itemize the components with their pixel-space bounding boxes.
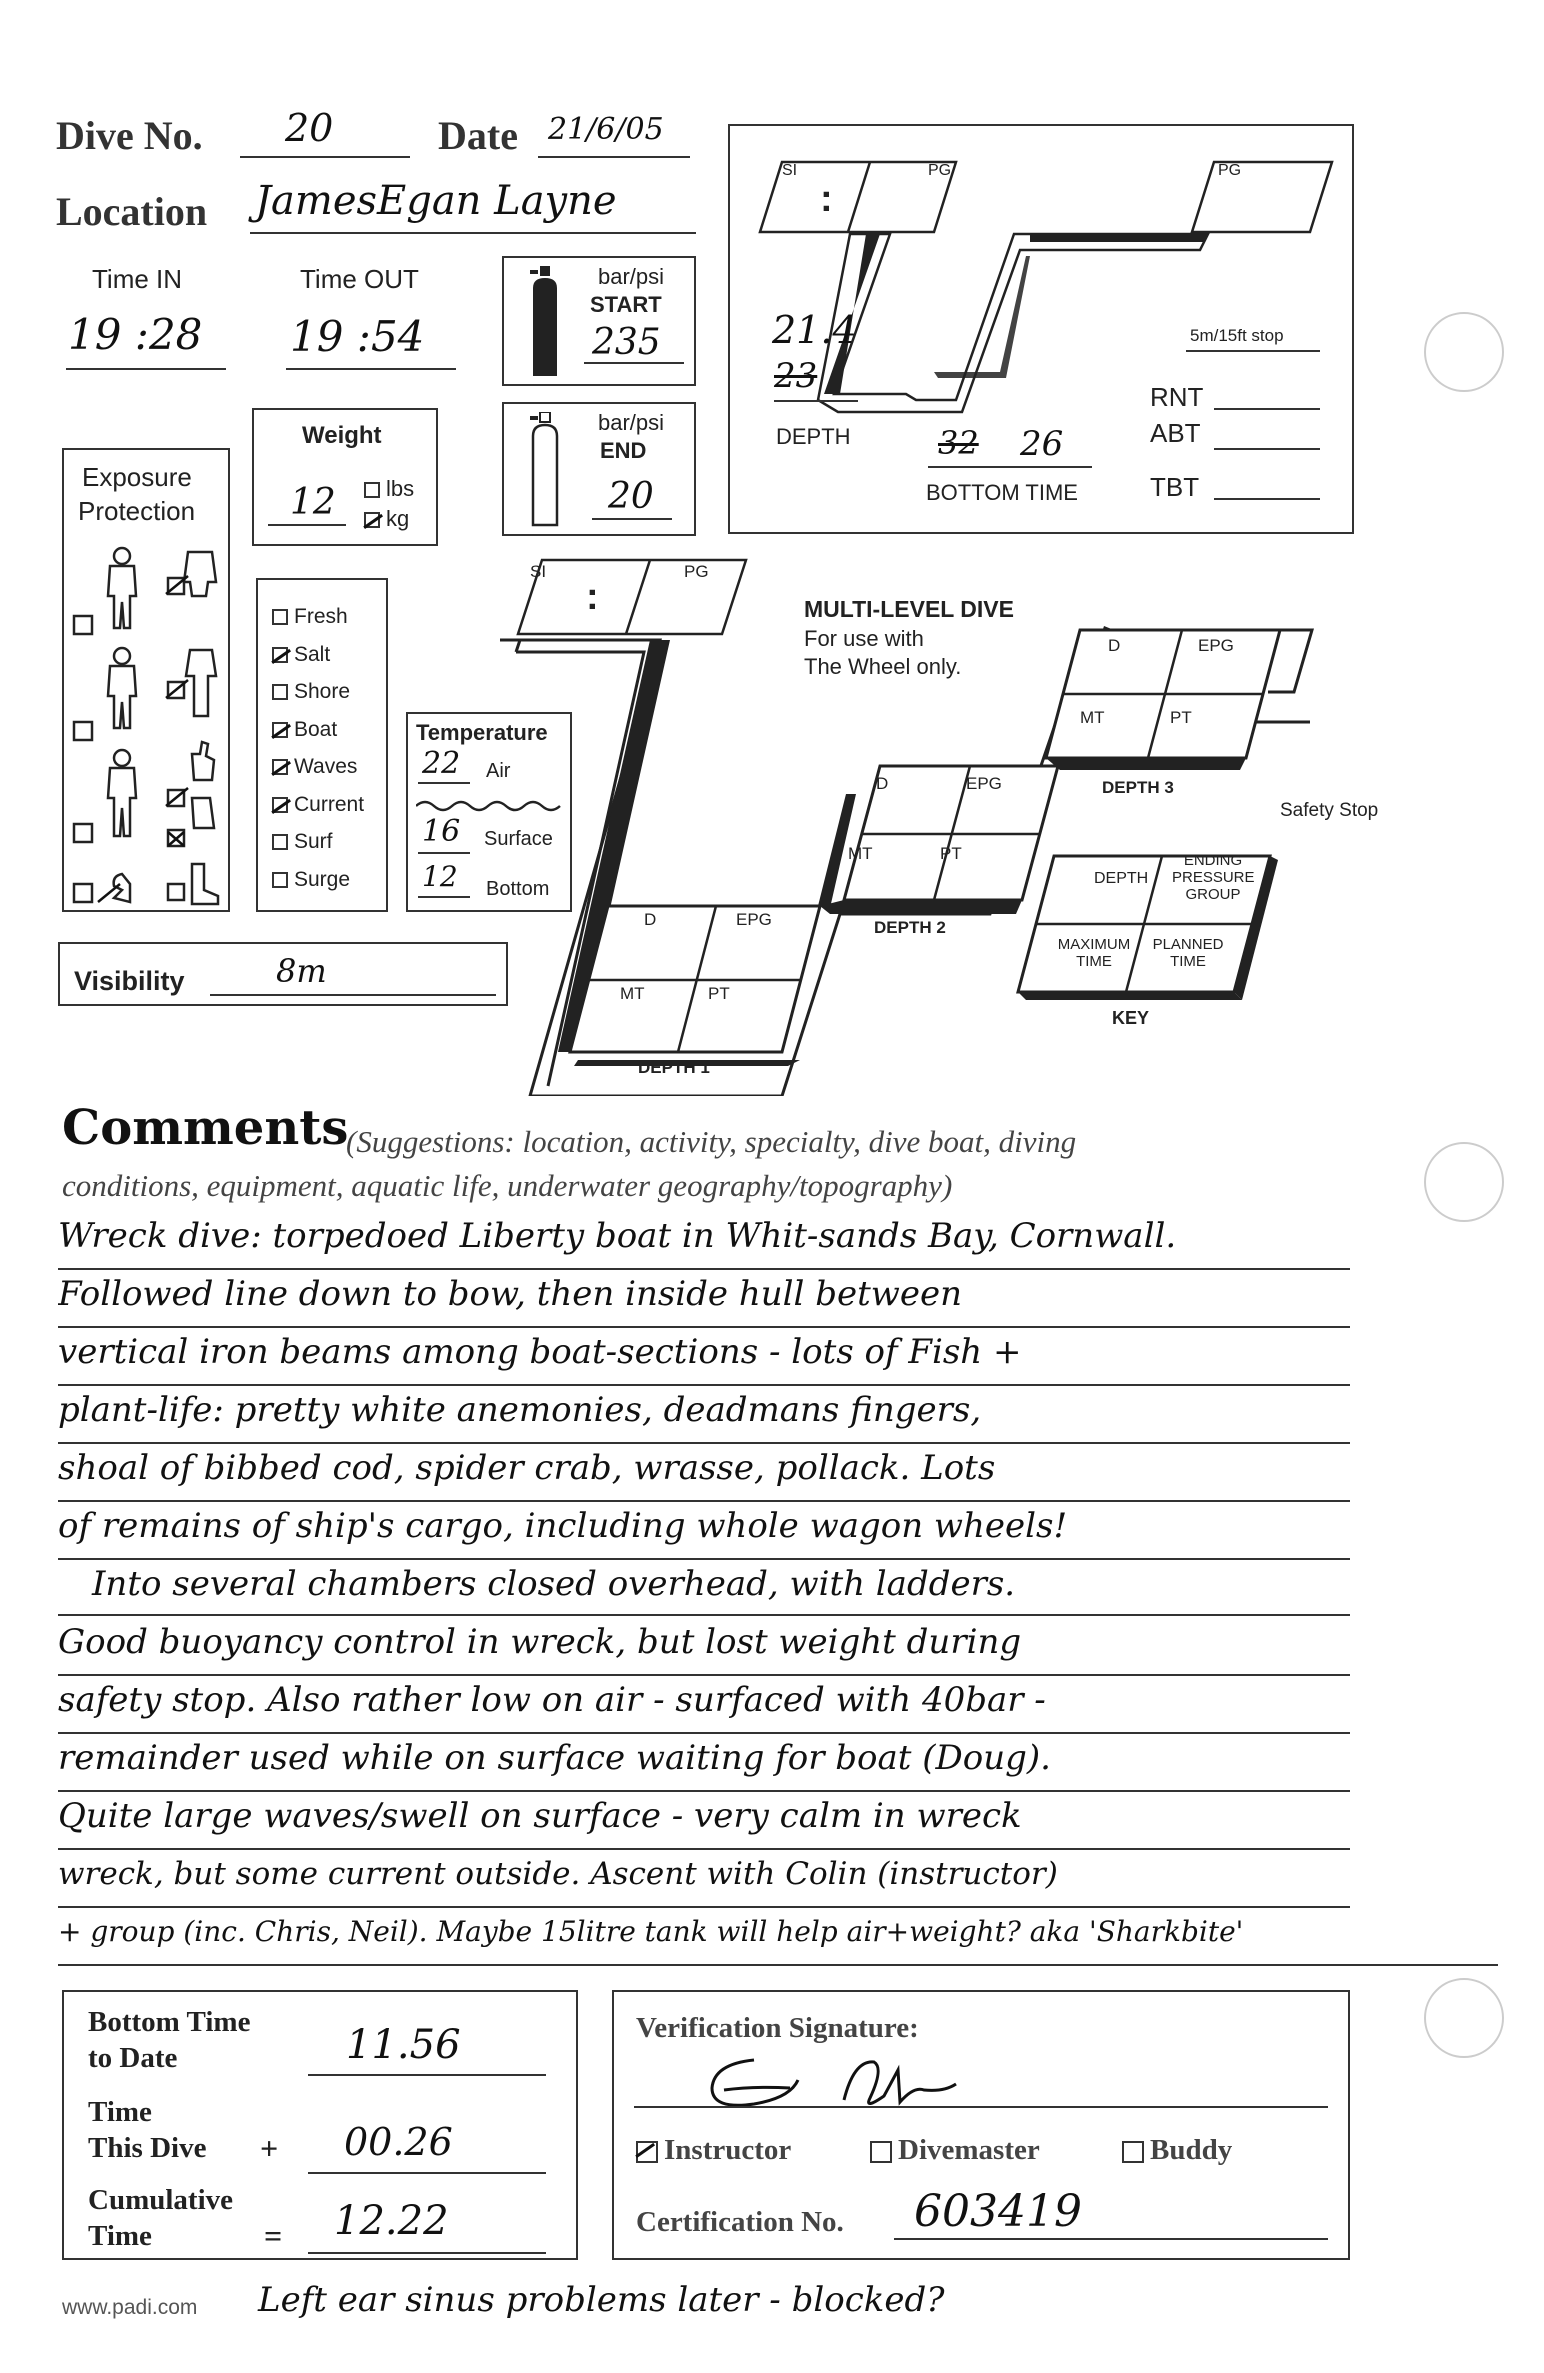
- ml-d2-mt: MT: [848, 844, 873, 863]
- comments-suggestions-1: (Suggestions: location, activity, specialty, dive boat, diving: [346, 1124, 1077, 1159]
- weight-lbs-label: lbs: [386, 476, 415, 501]
- visibility-box: [58, 942, 508, 1006]
- ttd-plus: +: [260, 2130, 279, 2166]
- tank-full-icon: [528, 266, 562, 378]
- profile-si-label: SI: [782, 162, 798, 179]
- condition-surf-checkbox[interactable]: [272, 834, 288, 850]
- visibility-label: Visibility: [74, 966, 185, 996]
- dive-no-value: 20: [285, 106, 334, 150]
- binder-hole-1: [1424, 312, 1504, 392]
- role-instructor[interactable]: [636, 2134, 791, 2167]
- condition-shore[interactable]: [272, 673, 364, 711]
- ml-title: MULTI-LEVEL DIVE: [804, 596, 1014, 622]
- condition-fresh-checkbox[interactable]: [272, 609, 288, 625]
- profile-rnt-line: [1214, 382, 1320, 410]
- footer-website: www.padi.com: [62, 2296, 198, 2319]
- ml-key-label: KEY: [1112, 1008, 1150, 1028]
- condition-salt-checkbox[interactable]: [272, 647, 288, 663]
- dive-profile-box: [728, 124, 1354, 534]
- condition-waves-checkbox[interactable]: [272, 759, 288, 775]
- time-out-label: Time OUT: [300, 264, 419, 294]
- exposure-box: [62, 448, 230, 912]
- ml-d3-epg: EPG: [1198, 636, 1234, 655]
- location-value: JamesEgan Layne: [255, 178, 617, 224]
- ml-d1-epg: EPG: [736, 910, 772, 929]
- profile-depth-value: 21.4: [772, 308, 857, 352]
- tank-end-value: 20: [608, 476, 654, 517]
- condition-surge[interactable]: [272, 861, 364, 899]
- tank-start-box: [502, 256, 696, 386]
- ml-key-depth: DEPTH: [1094, 870, 1149, 887]
- profile-bt-value: 26: [1020, 424, 1064, 464]
- exposure-title-2: Protection: [78, 496, 196, 526]
- totals-box: [62, 1990, 578, 2260]
- temperature-title: Temperature: [416, 720, 548, 745]
- temp-air-value: 22: [422, 746, 461, 781]
- profile-tbt-label: TBT: [1150, 472, 1200, 502]
- condition-current-checkbox[interactable]: [272, 797, 288, 813]
- bttd-label-2: to Date: [88, 2042, 178, 2074]
- weight-kg-checkbox[interactable]: [364, 512, 380, 528]
- temp-surface-label: Surface: [484, 828, 553, 850]
- condition-boat-checkbox[interactable]: [272, 722, 288, 738]
- footer-note: Left ear sinus problems later - blocked?: [258, 2280, 945, 2320]
- condition-fresh[interactable]: [272, 598, 364, 636]
- profile-stop-label: 5m/15ft stop: [1190, 326, 1284, 345]
- visibility-value: 8m: [276, 952, 327, 990]
- ttd-value: 00.26: [344, 2120, 453, 2164]
- ml-depth1-label: DEPTH 1: [638, 1058, 710, 1077]
- profile-abt-line: [1214, 418, 1320, 450]
- location-label: Location: [56, 189, 208, 234]
- bttd-label-1: Bottom Time: [88, 2006, 251, 2038]
- condition-surf-label: Surf: [294, 830, 333, 853]
- divemaster-checkbox[interactable]: [870, 2141, 892, 2163]
- comment-line-6: of remains of ship's cargo, including whole wagon wheels!: [58, 1500, 1350, 1560]
- verification-title: Verification Signature:: [636, 2012, 919, 2044]
- time-in-value: 19 :28: [68, 310, 203, 359]
- ml-d3-pt: PT: [1170, 708, 1192, 727]
- visibility-line: [210, 954, 496, 996]
- ml-d1-mt: MT: [620, 984, 645, 1003]
- ml-safety-stop-label: Safety Stop: [1280, 800, 1379, 821]
- condition-surf[interactable]: [272, 823, 364, 861]
- profile-depth-line: [774, 362, 858, 402]
- temp-bottom-label: Bottom: [486, 878, 550, 900]
- buddy-checkbox[interactable]: [1122, 2141, 1144, 2163]
- weight-box: [252, 408, 438, 546]
- ml-subtitle-2: The Wheel only.: [804, 654, 962, 679]
- profile-bt-label: BOTTOM TIME: [926, 480, 1078, 505]
- ml-si-label: SI: [530, 562, 547, 581]
- profile-bt-line: [928, 426, 1092, 468]
- temp-bottom-value: 12: [422, 860, 458, 893]
- signature-line: [634, 2052, 1328, 2108]
- bttd-value: 11.56: [346, 2022, 461, 2068]
- cum-value: 12.22: [334, 2198, 449, 2244]
- buddy-label: Buddy: [1150, 2134, 1233, 2166]
- role-buddy[interactable]: [1122, 2134, 1232, 2167]
- ml-pg-label: PG: [684, 562, 709, 581]
- profile-tbt-line: [1214, 472, 1320, 500]
- ttd-label-2: This Dive: [88, 2132, 207, 2164]
- time-out-value: 19 :54: [290, 312, 425, 361]
- condition-waves-label: Waves: [294, 755, 358, 778]
- comment-line-12: wreck, but some current outside. Ascent with Colin (instructor): [58, 1848, 1350, 1908]
- profile-depth-struck: 23: [774, 356, 818, 396]
- comment-line-1: Wreck dive: torpedoed Liberty boat in Whit-sands Bay, Cornwall.: [58, 1210, 1350, 1270]
- condition-surge-checkbox[interactable]: [272, 872, 288, 888]
- ml-d3-mt: MT: [1080, 708, 1105, 727]
- weight-lbs-checkbox[interactable]: [364, 482, 380, 498]
- cum-equals: =: [264, 2218, 283, 2254]
- cert-label: Certification No.: [636, 2206, 844, 2238]
- ml-d2-d: D: [876, 774, 889, 793]
- condition-fresh-label: Fresh: [294, 605, 348, 628]
- condition-shore-checkbox[interactable]: [272, 684, 288, 700]
- ml-d1-pt: PT: [708, 984, 730, 1003]
- profile-pg-label: PG: [928, 162, 952, 179]
- tank-start-label: START: [590, 292, 662, 317]
- condition-salt[interactable]: [272, 636, 364, 674]
- conditions-list: [272, 598, 364, 898]
- ml-si-colon: :: [586, 576, 599, 618]
- instructor-checkbox[interactable]: [636, 2141, 658, 2163]
- divemaster-label: Divemaster: [898, 2134, 1040, 2166]
- tank-start-value: 235: [592, 322, 661, 363]
- tank-start-units: bar/psi: [598, 264, 665, 289]
- tank-end-units: bar/psi: [598, 410, 665, 435]
- profile-depth-label: DEPTH: [776, 424, 851, 449]
- binder-hole-3: [1424, 1978, 1504, 2058]
- ml-d2-epg: EPG: [966, 774, 1002, 793]
- condition-salt-label: Salt: [294, 642, 331, 666]
- comment-line-5: shoal of bibbed cod, spider crab, wrasse, pollack. Lots: [58, 1442, 1350, 1502]
- temp-air-label: Air: [486, 760, 511, 782]
- tank-empty-icon: [528, 412, 562, 528]
- exposure-suits-icon: [70, 546, 226, 906]
- ml-subtitle-1: For use with: [804, 626, 924, 651]
- profile-abt-label: ABT: [1150, 418, 1201, 448]
- condition-current-label: Current: [294, 792, 365, 816]
- profile-bt-struck: 32: [938, 424, 979, 462]
- binder-hole-2: [1424, 1142, 1504, 1222]
- conditions-box: [256, 578, 388, 912]
- weight-kg-option[interactable]: [364, 506, 409, 532]
- date-label: Date: [438, 113, 518, 158]
- condition-current[interactable]: [272, 786, 364, 824]
- condition-shore-label: Shore: [294, 680, 351, 703]
- ttd-label-1: Time: [88, 2096, 152, 2128]
- ml-d3-d: D: [1108, 636, 1121, 655]
- instructor-label: Instructor: [664, 2134, 792, 2166]
- comments-suggestions-2: conditions, equipment, aquatic life, underwater geography/topography): [62, 1168, 953, 1203]
- weight-lbs-option[interactable]: [364, 476, 414, 502]
- role-divemaster[interactable]: [870, 2134, 1040, 2167]
- tank-end-box: [502, 402, 696, 536]
- comment-line-9: safety stop. Also rather low on air - surfaced with 40bar -: [58, 1674, 1350, 1734]
- comments-title: Comments: [62, 1100, 349, 1156]
- cum-label-1: Cumulative: [88, 2184, 233, 2216]
- exposure-title-1: Exposure: [82, 462, 192, 492]
- ml-d1-d: D: [644, 910, 657, 929]
- profile-stop-line: [1186, 324, 1320, 352]
- weight-label: Weight: [302, 422, 382, 449]
- profile-si-colon: :: [820, 178, 833, 220]
- dive-no-label: Dive No.: [56, 113, 203, 158]
- comment-line-10: remainder used while on surface waiting for boat (Doug).: [58, 1732, 1350, 1792]
- condition-surge-label: Surge: [294, 867, 351, 891]
- comment-line-4: plant-life: pretty white anemonies, deadmans fingers,: [58, 1384, 1350, 1444]
- ml-key-pt: PLANNED TIME: [1152, 936, 1224, 970]
- profile-pg2-label: PG: [1218, 162, 1242, 179]
- weight-value: 12: [290, 482, 336, 523]
- ml-key-epg: ENDING PRESSURE GROUP: [1172, 852, 1255, 903]
- comment-line-8: Good buoyancy control in wreck, but lost weight during: [58, 1616, 1350, 1676]
- comment-line-3: vertical iron beams among boat-sections - lots of Fish +: [58, 1326, 1350, 1386]
- comment-line-13: + group (inc. Chris, Neil). Maybe 15litre tank will help air+weight? aka 'Sharkbite': [58, 1906, 1498, 1966]
- temp-surface-value: 16: [422, 814, 461, 849]
- profile-rnt-label: RNT: [1150, 382, 1204, 412]
- verification-box: [612, 1990, 1350, 2260]
- comment-line-2: Followed line down to bow, then inside hull between: [58, 1268, 1350, 1328]
- tank-end-label: END: [600, 438, 647, 463]
- ml-depth3-label: DEPTH 3: [1102, 778, 1174, 797]
- condition-boat-label: Boat: [294, 717, 338, 741]
- comment-line-7: Into several chambers closed overhead, with ladders.: [58, 1558, 1350, 1616]
- cum-label-2: Time: [88, 2220, 152, 2252]
- comment-line-11: Quite large waves/swell on surface - very calm in wreck: [58, 1790, 1350, 1850]
- date-value: 21/6/05: [548, 112, 664, 147]
- ml-key-mt: MAXIMUM TIME: [1057, 936, 1131, 970]
- ml-depth2-label: DEPTH 2: [874, 918, 946, 937]
- condition-boat[interactable]: [272, 711, 364, 749]
- cert-value: 603419: [914, 2186, 1082, 2237]
- weight-kg-label: kg: [386, 506, 410, 531]
- ml-d2-pt: PT: [940, 844, 962, 863]
- condition-waves[interactable]: [272, 748, 364, 786]
- time-in-label: Time IN: [92, 264, 183, 294]
